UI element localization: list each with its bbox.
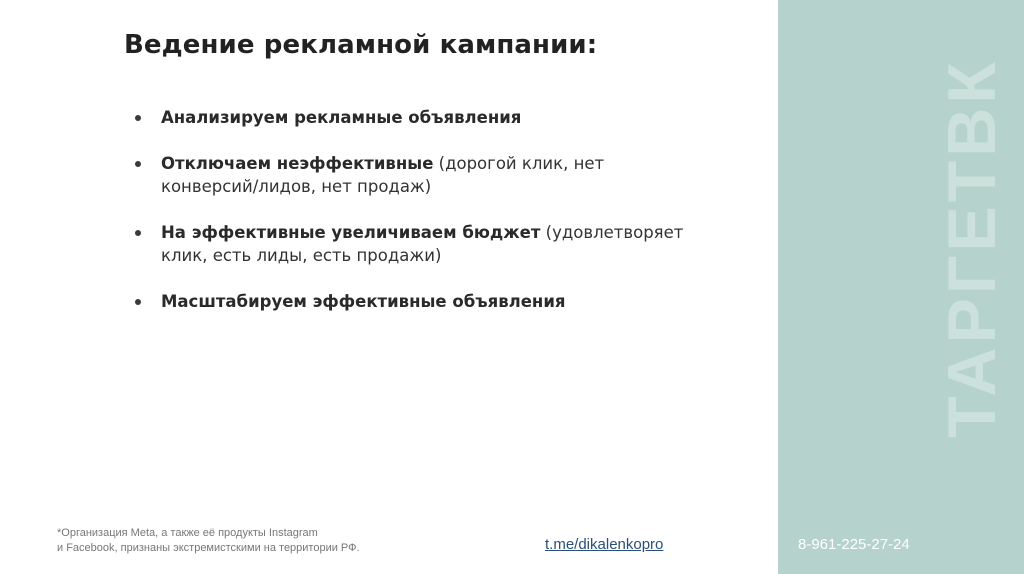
bullet-rest-text: (удовлетворяет клик, есть лиды, есть продажи) [161, 223, 684, 265]
bullet-list [132, 106, 692, 336]
footnote [57, 526, 360, 556]
bullet-dot-icon [135, 299, 141, 305]
footnote-line-2: и Facebook, признаны экстремистскими на территории РФ. [57, 542, 360, 554]
footnote-line-1: *Организация Meta, а также её продукты Instagram [57, 527, 318, 539]
phone-number: 8-961-225-27-24 [798, 536, 910, 553]
bullet-item [132, 152, 692, 198]
bullet-strong-text: На эффективные увеличиваем бюджет [161, 223, 541, 242]
bullet-rest-text: (дорогой клик, нет конверсий/лидов, нет продаж) [161, 154, 605, 196]
bullet-dot-icon [135, 115, 141, 121]
telegram-link[interactable]: t.me/dikalenkopro [545, 536, 664, 553]
slide-title: Ведение рекламной кампании: [124, 30, 598, 60]
bullet-item [132, 221, 692, 267]
bullet-dot-icon [135, 230, 141, 236]
bullet-strong-text: Анализируем рекламные объявления [161, 108, 522, 127]
bullet-dot-icon [135, 161, 141, 167]
brand-watermark: ТАРГЕТВК [934, 58, 1010, 438]
bullet-strong-text: Масштабируем эффективные объявления [161, 292, 566, 311]
bullet-item [132, 106, 692, 129]
bullet-item [132, 290, 692, 313]
bullet-strong-text: Отключаем неэффективные [161, 154, 434, 173]
